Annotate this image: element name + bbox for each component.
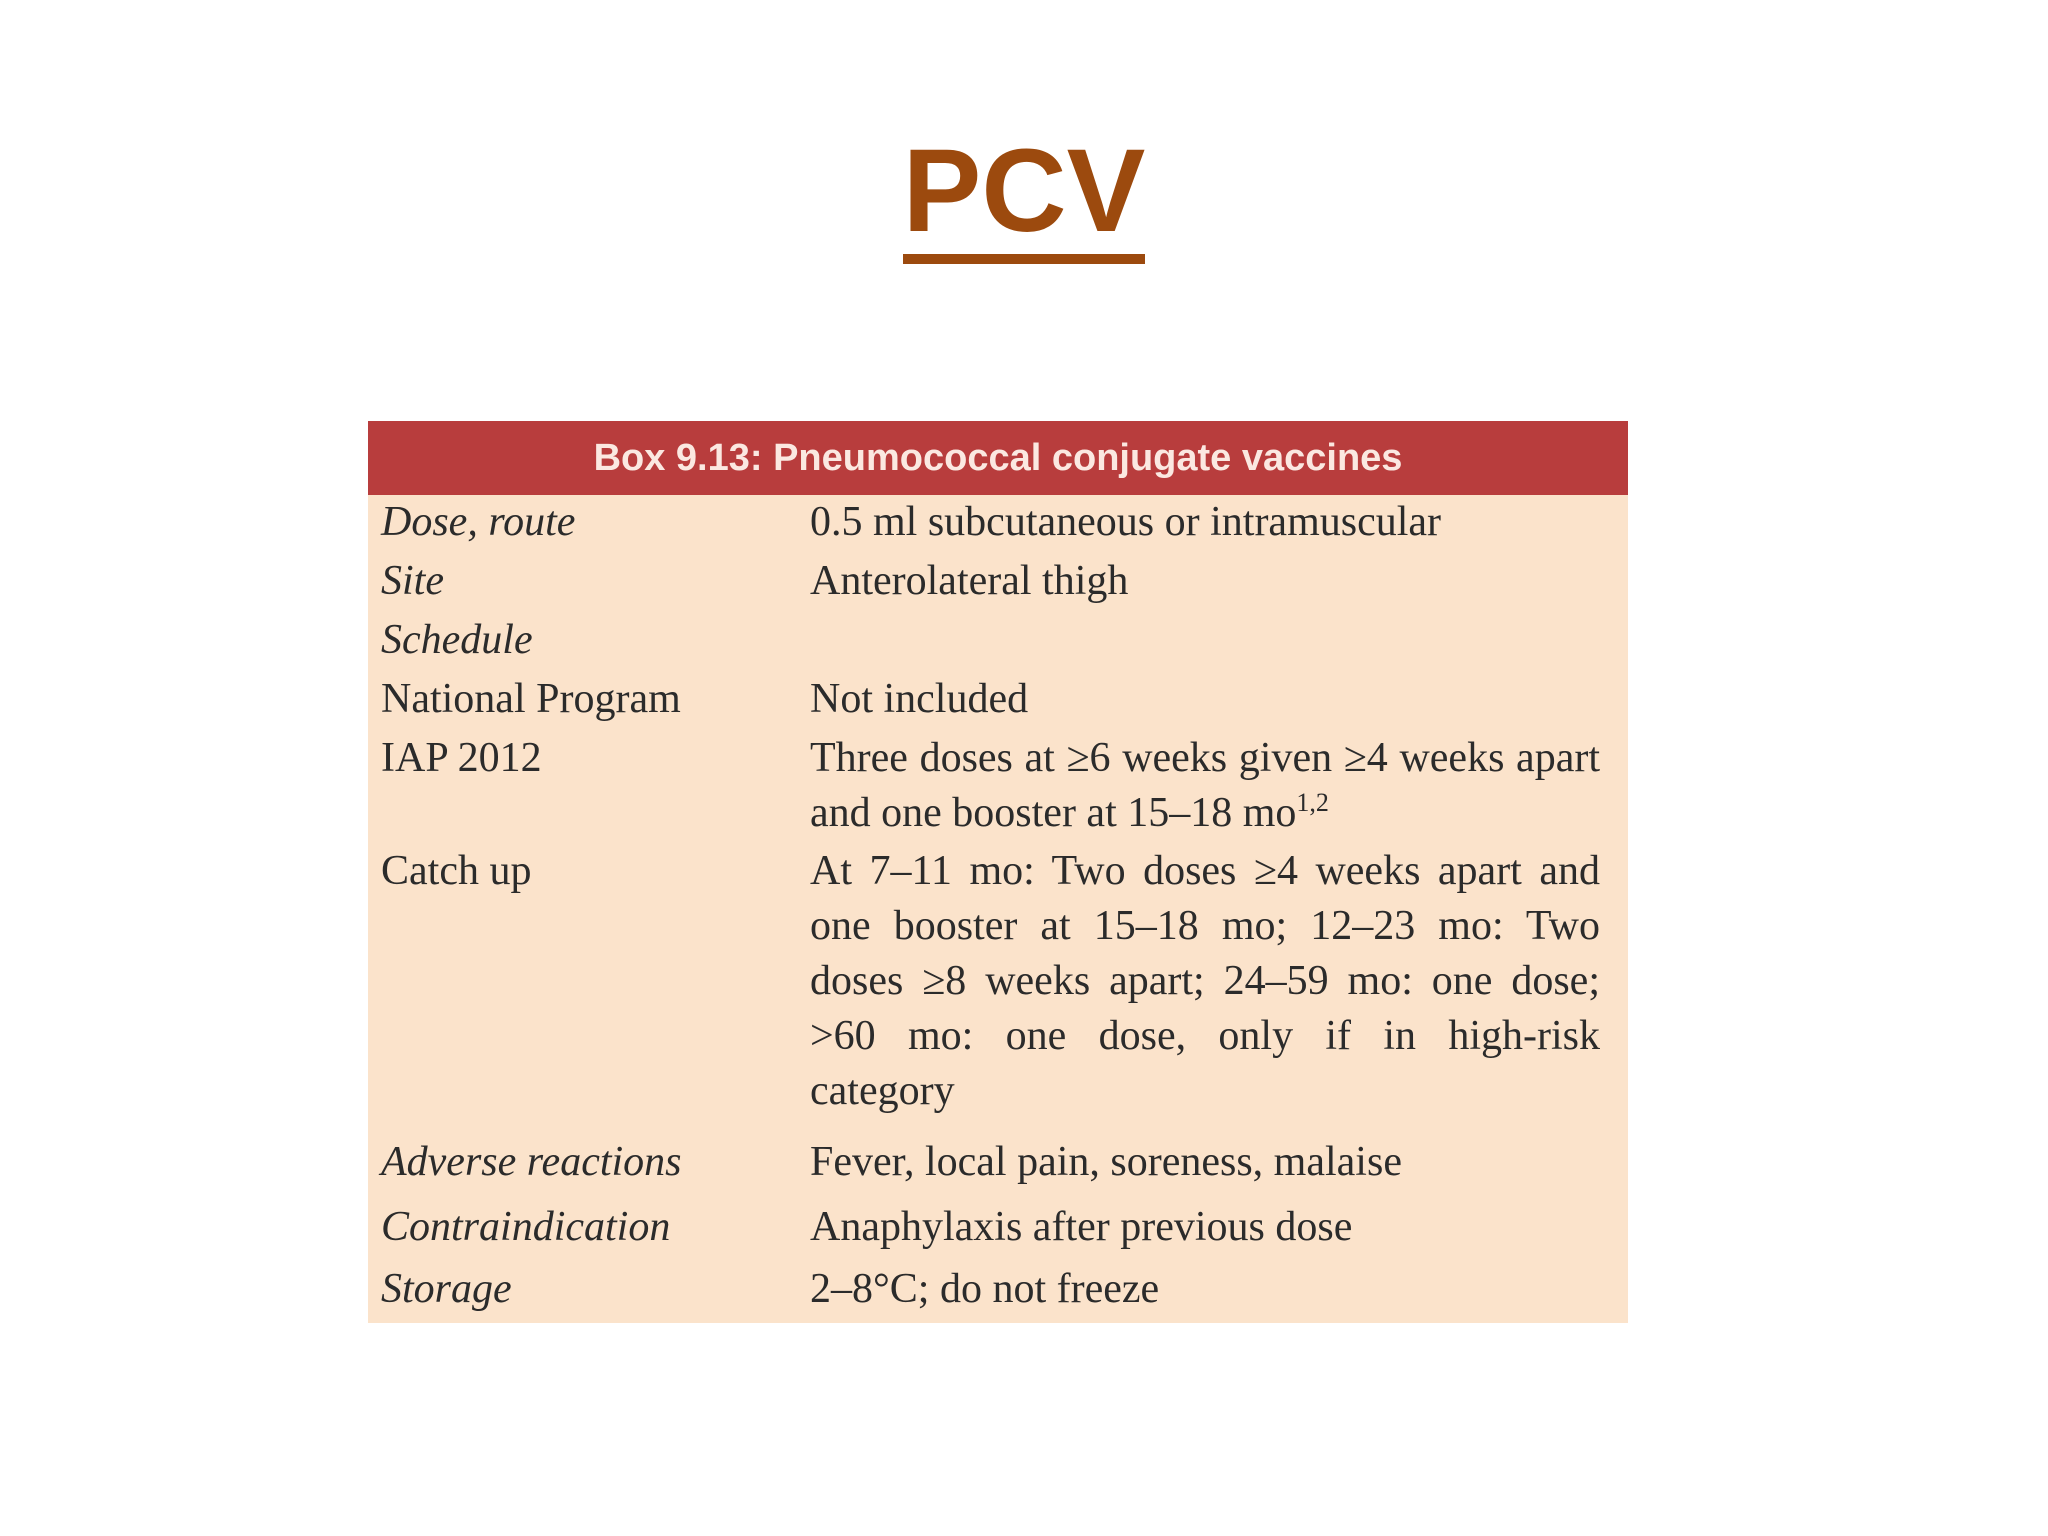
row-label: Contraindication <box>381 1204 671 1250</box>
box-header: Box 9.13: Pneumococcal conjugate vaccines <box>368 421 1628 495</box>
row-label: Adverse reactions <box>381 1139 682 1185</box>
row-label: Dose, route <box>381 499 576 545</box>
row-value-text: Three doses at ≥6 weeks given ≥4 weeks apart and one booster at 15–18 mo <box>810 735 1600 836</box>
row-value: Fever, local pain, soreness, malaise <box>810 1139 1402 1185</box>
row-value-superscript: 1,2 <box>1296 788 1329 817</box>
row-label: Storage <box>381 1266 512 1312</box>
row-value: Anterolateral thigh <box>810 558 1129 604</box>
row-label: IAP 2012 <box>381 735 542 781</box>
row-value: Not included <box>810 676 1029 722</box>
row-label: Schedule <box>381 617 533 663</box>
row-label: Catch up <box>381 848 532 894</box>
row-value: At 7–11 mo: Two doses ≥4 weeks apart and one booster at 15–18 mo; 12–23 mo: Two doses ≥8 weeks apart; 24–59 mo: one dose; >60 mo: one dose, only if in high-risk category <box>810 848 1600 1114</box>
row-value <box>810 731 1600 841</box>
row-value: Anaphylaxis after previous dose <box>810 1204 1353 1250</box>
slide-title-text: PCV <box>903 132 1146 264</box>
row-value: 0.5 ml subcutaneous or intramuscular <box>810 499 1442 545</box>
row-value: 2–8°C; do not freeze <box>810 1266 1160 1312</box>
slide-title <box>0 125 2048 264</box>
row-label: Site <box>381 558 444 604</box>
vaccine-info-box <box>368 421 1628 1323</box>
row-label: National Program <box>381 676 681 722</box>
